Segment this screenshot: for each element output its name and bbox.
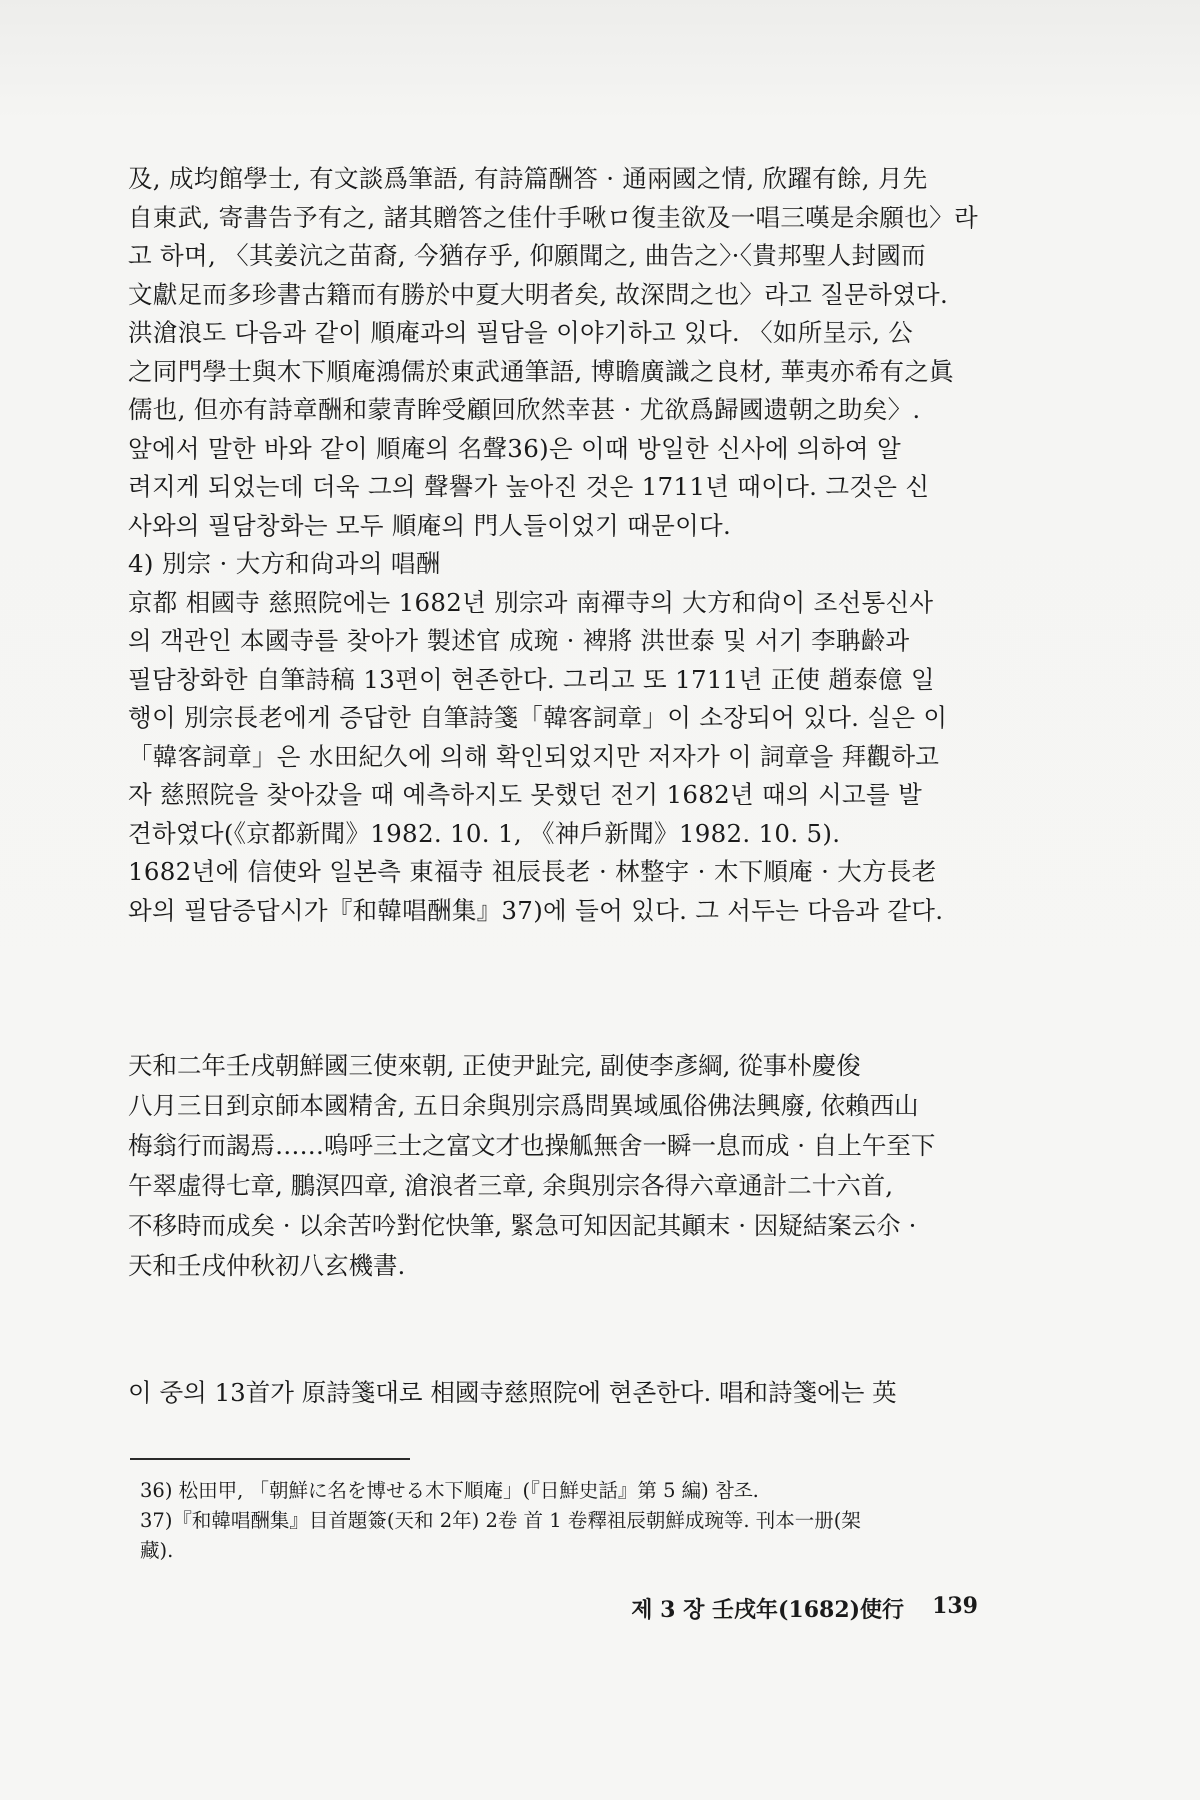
- quote-line: 梅翁行而謁焉……嗚呼三士之富文才也操觚無舍一瞬一息而成 · 自上午至下: [128, 1131, 936, 1160]
- text-line: 1682년에 信使와 일본측 東福寺 祖辰長老 · 林整宇 · 木下順庵 · 大方長老: [128, 857, 937, 886]
- quote-line: 天和二年壬戌朝鮮國三使來朝, 正使尹趾完, 副使李彥綱, 從事朴慶俊: [128, 1051, 861, 1080]
- quote-line: 不移時而成矣 · 以余苦吟對佗快筆, 緊急可知因記其顚末 · 因疑結案云尒 ·: [128, 1211, 917, 1240]
- text-line: 洪滄浪도 다음과 같이 順庵과의 필담을 이야기하고 있다. 〈如所呈示, 公: [128, 318, 914, 347]
- text-line: 之同門學士與木下順庵鴻儒於東武通筆語, 博瞻廣識之良材, 華夷亦希有之眞: [128, 356, 954, 386]
- text-line: 와의 필담증답시가『和韓唱酬集』37)에 들어 있다. 그 서두는 다음과 같다.: [128, 895, 944, 925]
- text-line: 사와의 필담창화는 모두 順庵의 門人들이었기 때문이다.: [128, 510, 732, 540]
- footnote-37: 37)『和韓唱酬集』目首題簽(天和 2年) 2卷 首 1 卷釋祖辰朝鮮成琬等. 刊本一册(架: [140, 1509, 861, 1532]
- quote-line: 八月三日到京師本國精舍, 五日余與別宗爲問異域風俗佛法興廢, 依賴西山: [128, 1091, 919, 1120]
- block-quote: [128, 1046, 1028, 1286]
- text-line: 「韓客詞章」은 水田紀久에 의해 확인되었지만 저자가 이 詞章을 拜觀하고: [128, 741, 940, 771]
- running-footer-chapter: 제 3 장 壬戌年(1682)使行: [631, 1597, 905, 1623]
- text-line: 행이 別宗長老에게 증답한 自筆詩箋「韓客詞章」이 소장되어 있다. 실은 이: [128, 703, 948, 732]
- quote-line: 午翠虛得七章, 鵬溟四章, 滄浪者三章, 余與別宗各得六章通計二十六首,: [128, 1171, 894, 1200]
- text-line: 文獻足而多珍書古籍而有勝於中夏大明者矣, 故深問之也〉라고 질문하였다.: [128, 279, 949, 309]
- text-line: 앞에서 말한 바와 같이 順庵의 名聲36)은 이때 방일한 신사에 의하여 알: [128, 433, 901, 463]
- quote-line: 天和壬戌仲秋初八玄機書.: [128, 1251, 406, 1280]
- page-number: 139: [932, 1593, 978, 1619]
- text-line: 고 하며, 〈其姜沆之苗裔, 今猶存乎, 仰願聞之, 曲告之〉·〈貴邦聖人封國而: [128, 241, 926, 270]
- text-line: 필담창화한 自筆詩稿 13편이 현존한다. 그리고 또 1711년 正使 趙泰億 일: [128, 664, 935, 694]
- text-line: 京都 相國寺 慈照院에는 1682년 別宗과 南禪寺의 大方和尙이 조선통신사: [128, 587, 934, 617]
- text-line: 及, 成均館學士, 有文談爲筆語, 有詩篇酬答 · 通兩國之情, 欣躍有餘, 月先: [128, 164, 928, 193]
- text-line: 自東武, 寄書告予有之, 諸其贈答之佳什手啾ロ復圭欲及一唱三嘆是余願也〉라: [128, 202, 978, 232]
- text-line: 려지게 되었는데 더욱 그의 聲譽가 높아진 것은 1711년 때이다. 그것은 신: [128, 472, 930, 501]
- paragraph-after-quote: 이 중의 13首가 原詩箋대로 相國寺慈照院에 현존한다. 唱和詩箋에는 英: [128, 1378, 897, 1407]
- text-line: 자 慈照院을 찾아갔을 때 예측하지도 못했던 전기 1682년 때의 시고를 발: [128, 780, 923, 809]
- footnote-36: 36) 松田甲, 「朝鮮に名を博せる木下順庵」(『日鮮史話』第 5 編) 참조.: [140, 1479, 759, 1502]
- page-footer: [631, 1593, 978, 1624]
- footnotes: [140, 1476, 1030, 1566]
- text-line: 儒也, 但亦有詩章酬和蒙青眸受顧回欣然幸甚 · 尤欲爲歸國遗朝之助矣〉.: [128, 395, 921, 424]
- text-line: 견하였다(《京都新聞》1982. 10. 1, 《神戶新聞》1982. 10. 5).: [128, 818, 841, 848]
- main-text: [128, 160, 1028, 930]
- section-heading: 4) 別宗 · 大方和尙과의 唱酬: [128, 549, 441, 578]
- text-line: 의 객관인 本國寺를 찾아가 製述官 成琬 · 裨將 洪世泰 및 서기 李聃齡과: [128, 626, 910, 655]
- footnote-37-continued: 藏).: [140, 1539, 174, 1562]
- footnote-divider: [130, 1458, 410, 1460]
